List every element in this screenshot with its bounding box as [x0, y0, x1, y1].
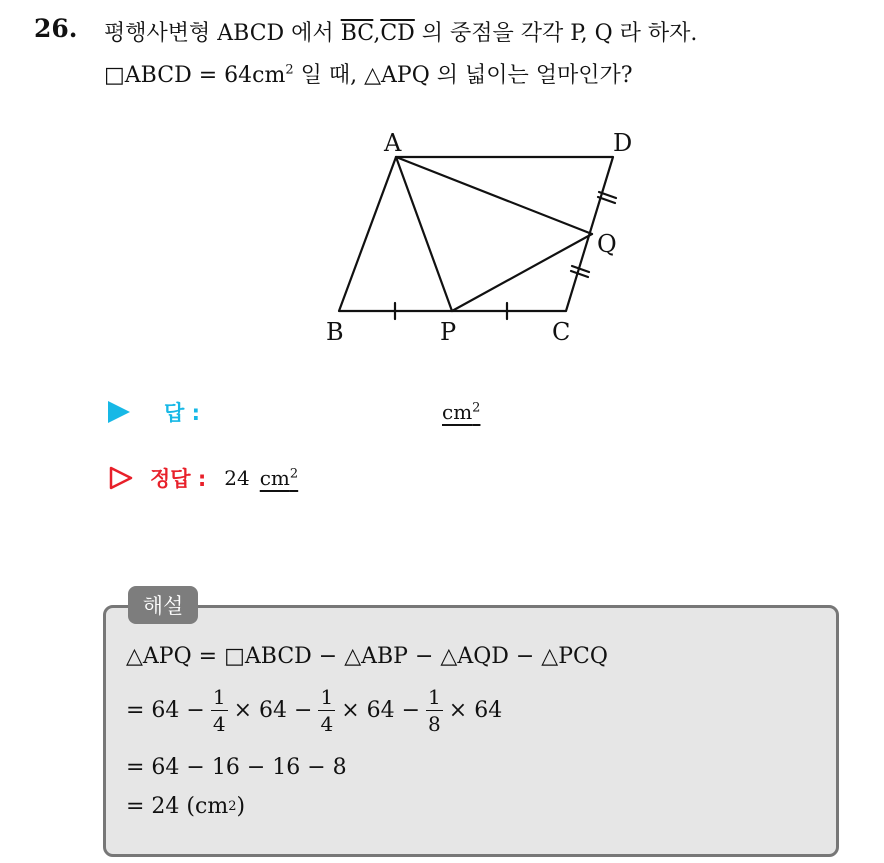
vertex-label-a: A	[384, 129, 402, 157]
solution-result-end: )	[236, 794, 246, 819]
question-text-b: 의 중점을 각각 P, Q 라 하자.	[414, 21, 698, 46]
solution-tag: 해설	[128, 586, 198, 624]
solution-expr-mid-1: × 64 −	[233, 698, 313, 723]
vertex-label-q: Q	[597, 230, 617, 258]
solution-line-4: = 24 (cm 2 )	[126, 794, 246, 819]
fraction-3: $\frac{1}{8}$	[428, 685, 441, 736]
solution-expr-start: = 64 −	[126, 698, 205, 723]
question-text-d: 일 때, △APQ 의 넓이는 얼마인가?	[293, 63, 633, 88]
vertex-label-d: D	[613, 129, 633, 157]
correct-answer-row	[108, 463, 298, 493]
solution-line-2	[126, 687, 502, 734]
solution-expr-mid-2: × 64 −	[341, 698, 421, 723]
answer-row	[108, 397, 480, 427]
question-line-1	[104, 16, 697, 47]
question-sup: 2	[285, 62, 294, 78]
question-comma: ,	[373, 21, 381, 46]
correct-answer-value: 24	[224, 466, 250, 490]
vertex-label-c: C	[552, 318, 571, 346]
parallelogram-abcd	[339, 157, 613, 311]
segment-cd: $\overline{CD}$	[380, 21, 415, 46]
fraction-2: $\frac{1}{4}$	[320, 685, 334, 736]
answer-label: 답 :	[164, 401, 200, 425]
question-text-c: □ABCD = 64cm	[104, 63, 286, 88]
solution-expr-end: × 64	[448, 698, 503, 723]
answer-unit: $cm^2$	[442, 400, 481, 424]
solution-line-3: = 64 − 16 − 16 − 8	[126, 755, 347, 780]
question-text-a: 평행사변형 ABCD 에서	[104, 21, 341, 46]
solution-line-1: △APQ = □ABCD − △ABP − △AQD − △PCQ	[126, 644, 608, 669]
segment-pq	[452, 234, 592, 311]
fraction-1: $\frac{1}{4}$	[212, 685, 226, 736]
solution-result: = 24 (cm	[126, 794, 229, 819]
correct-answer-unit: $cm^2$	[259, 466, 299, 490]
vertex-label-p: P	[440, 318, 457, 346]
parallelogram-figure	[320, 126, 650, 351]
correct-answer-label: 정답 :	[150, 467, 207, 491]
segment-ap	[396, 157, 452, 311]
question-number: 26.	[34, 14, 78, 43]
outline-triangle-icon	[108, 465, 134, 491]
play-triangle-icon	[108, 401, 130, 423]
question-line-2	[104, 58, 633, 89]
vertex-label-b: B	[326, 318, 344, 346]
segment-bc: $\overline{BC}$	[340, 21, 374, 46]
segment-aq	[396, 157, 592, 234]
